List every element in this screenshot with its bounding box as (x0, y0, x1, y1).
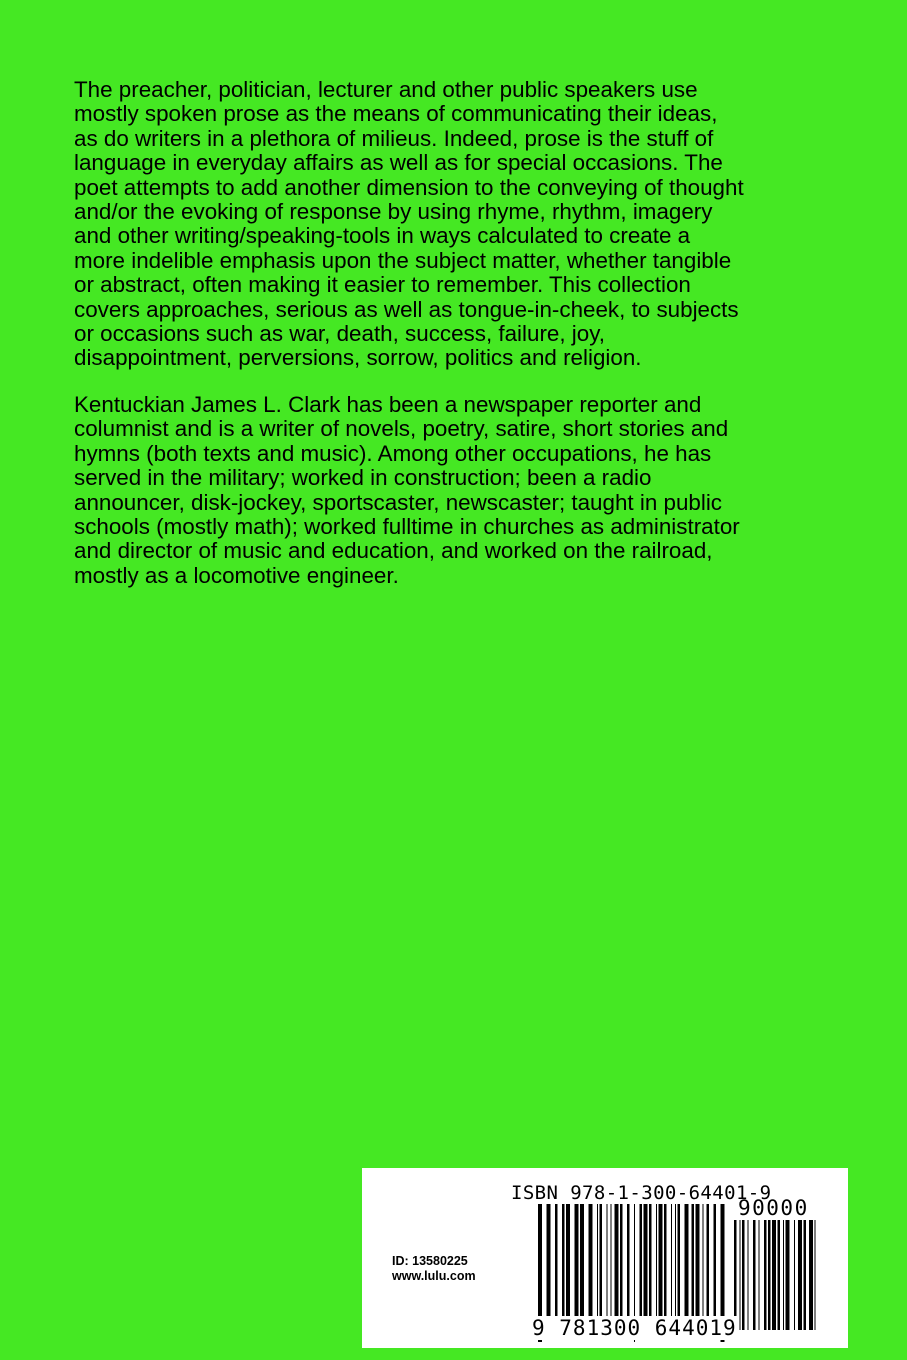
barcode-label (362, 1168, 848, 1348)
publisher-url: www.lulu.com (392, 1269, 476, 1283)
addon-barcode (734, 1220, 824, 1330)
ean-digits: 9 781300 644019 (532, 1316, 737, 1340)
publisher-info (392, 1254, 476, 1284)
back-cover-blurb (74, 78, 834, 588)
addon-digits: 90000 (738, 1196, 809, 1220)
author-bio-paragraph: Kentuckian James L. Clark has been a newspaper reporter and columnist and is a writer of novels, poetry, satire, short stories and hymns (both texts and music). Among other occupations, he has served in the military; worked in construction; been a radio announcer, disk-jockey, sportscaster, newscaster; taught in public schools (mostly math); worked fulltime in churches as administrator and director of music and education, and worked on the railroad, mostly as a locomotive engineer. (74, 391, 740, 588)
isbn-number: ISBN 978-1-300-64401-9 (511, 1182, 772, 1204)
product-id: ID: 13580225 (392, 1254, 468, 1268)
description-paragraph: The preacher, politician, lecturer and other public speakers use mostly spoken prose as the means of communicating their ideas, as do writers in a plethora of milieus. Indeed, prose is the stuff of language in everyday affairs as well as for special occasions. The poet attempts to add another dimension to the conveying of thought and/or the evoking of response by using rhyme, rhythm, imagery and other writing/speaking-tools in ways calculated to create a more indelible emphasis upon the subject matter, whether tangible or abstract, often making it easier to remember. This collection covers approaches, serious as well as tongue-in-cheek, to subjects or occasions such as war, death, success, failure, joy, disappointment, perversions, sorrow, politics and religion. (74, 77, 744, 371)
